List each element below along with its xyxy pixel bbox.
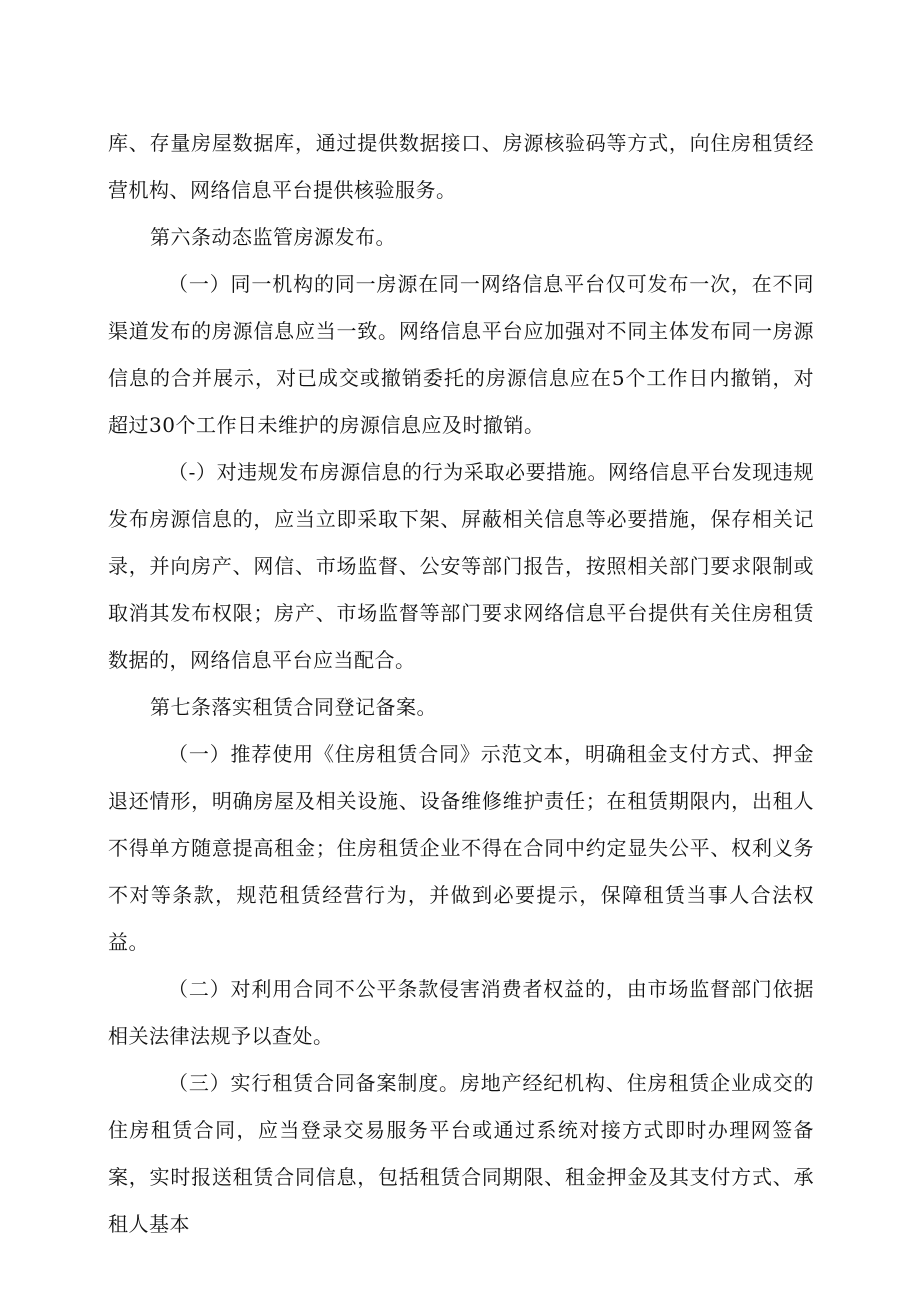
article-6-clause-2: （-）对违规发布房源信息的行为采取必要措施。网络信息平台发现违规发布房源信息的，应当立即采取下架、屏蔽相关信息等必要措施，保存相关记录，并向房产、网信、市场监督、公安等部门报告，按照相关部门要求限制或取消其发布权限；房产、市场监督等部门要求网络信息平台提供有关住房租赁数据的，网络信息平台应当配合。: [108, 460, 814, 672]
article-7-clause-3: （三）实行租赁合同备案制度。房地产经纪机构、住房租赁企业成交的住房租赁合同，应当登录交易服务平台或通过系统对接方式即时办理网签备案，实时报送租赁合同信息，包括租赁合同期限、租金押金及其支付方式、承租人基本: [108, 1071, 814, 1236]
article-6-clause-1: （一）同一机构的同一房源在同一网络信息平台仅可发布一次，在不同渠道发布的房源信息应当一致。网络信息平台应加强对不同主体发布同一房源信息的合并展示，对已成交或撤销委托的房源信息应在5个工作日内撤销，对超过30个工作日未维护的房源信息应及时撤销。: [108, 272, 814, 437]
article-6-heading: 第六条动态监管房源发布。: [150, 225, 396, 249]
article-7-clause-1: （一）推荐使用《住房租赁合同》示范文本，明确租金支付方式、押金退还情形，明确房屋及相关设施、设备维修维护责任；在租赁期限内，出租人不得单方随意提高租金；住房租赁企业不得在合同中约定显失公平、权利义务不对等条款，规范租赁经营行为，并做到必要提示，保障租赁当事人合法权益。: [108, 742, 814, 954]
article-7-clause-2: （二）对利用合同不公平条款侵害消费者权益的，由市场监督部门依据相关法律法规予以查处。: [108, 977, 814, 1048]
document-body: [108, 120, 814, 1248]
paragraph-continuation: 库、存量房屋数据库，通过提供数据接口、房源核验码等方式，向住房租赁经营机构、网络信息平台提供核验服务。: [108, 131, 814, 202]
article-7-heading: 第七条落实租赁合同登记备案。: [150, 695, 437, 719]
